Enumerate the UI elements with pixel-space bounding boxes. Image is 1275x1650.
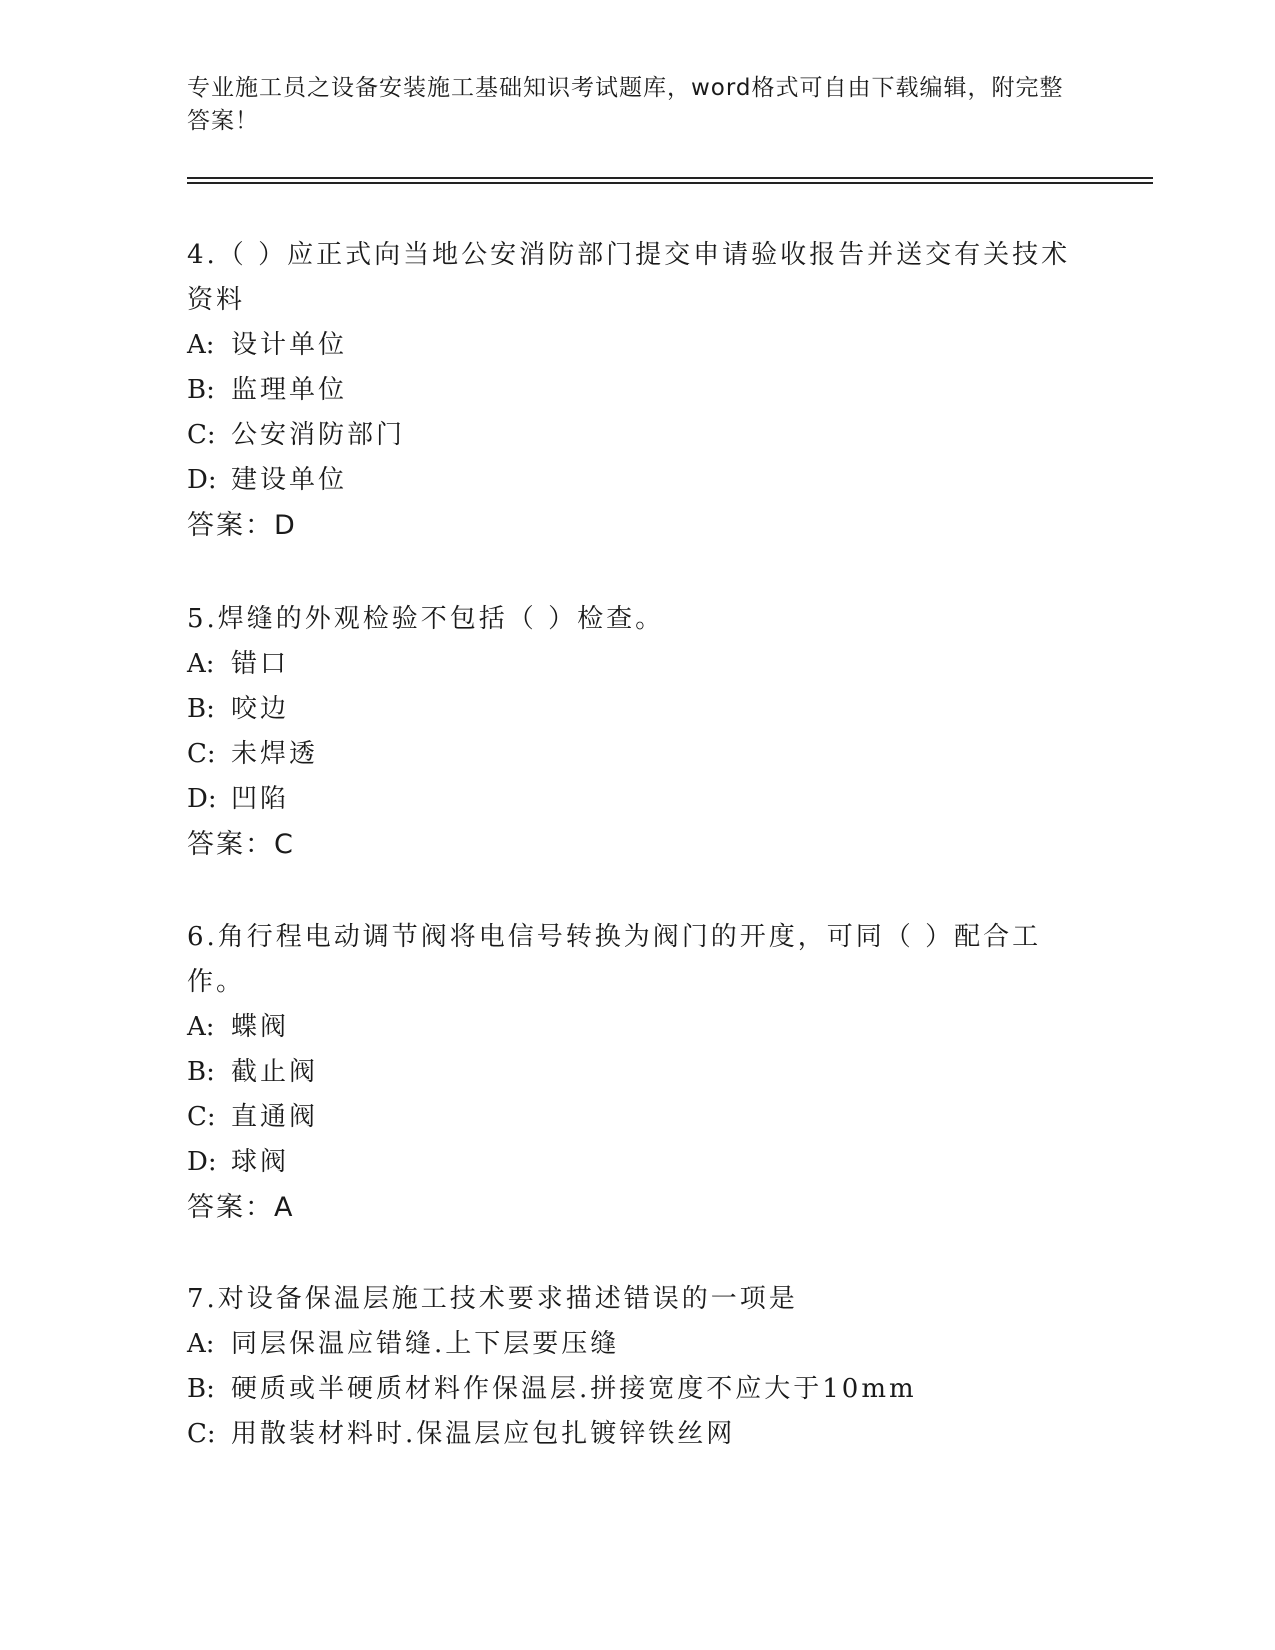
option-a — [187, 1322, 1087, 1367]
question-stem: 6.角行程电动调节阀将电信号转换为阀门的开度，可同（ ）配合工作。 — [187, 922, 1042, 997]
option-c — [187, 413, 1087, 458]
option-letter: D: — [187, 465, 217, 495]
option-text: 建设单位 — [231, 465, 348, 495]
option-text: 错口 — [231, 649, 290, 679]
question-4 — [187, 233, 1087, 548]
option-b — [187, 687, 1087, 732]
option-text: 咬边 — [231, 694, 290, 724]
option-letter: A: — [187, 1329, 215, 1359]
question-stem: 7.对设备保温层施工技术要求描述错误的一项是 — [187, 1284, 798, 1314]
option-d — [187, 1140, 1087, 1185]
header-divider-bottom — [187, 182, 1153, 184]
option-letter: B: — [187, 694, 215, 724]
option-letter: C: — [187, 739, 216, 769]
option-letter: D: — [187, 1147, 217, 1177]
option-text: 硬质或半硬质材料作保温层.拼接宽度不应大于10mm — [231, 1374, 917, 1404]
option-letter: B: — [187, 1374, 215, 1404]
option-a — [187, 323, 1087, 368]
option-d — [187, 458, 1087, 503]
option-letter: C: — [187, 1419, 216, 1449]
answer: 答案：D — [187, 510, 297, 541]
header-divider-top — [187, 177, 1153, 179]
option-c — [187, 1412, 1087, 1457]
option-letter: C: — [187, 420, 216, 450]
option-text: 公安消防部门 — [231, 420, 406, 450]
answer: 答案：C — [187, 829, 295, 860]
option-a — [187, 642, 1087, 687]
question-stem: 5.焊缝的外观检验不包括（ ）检查。 — [187, 604, 665, 634]
option-b — [187, 1050, 1087, 1095]
option-letter: C: — [187, 1102, 216, 1132]
option-letter: A: — [187, 1012, 215, 1042]
option-letter: B: — [187, 1057, 215, 1087]
answer: 答案：A — [187, 1192, 295, 1223]
option-c — [187, 1095, 1087, 1140]
option-b — [187, 1367, 1087, 1412]
option-letter: B: — [187, 375, 215, 405]
option-text: 凹陷 — [231, 784, 290, 814]
option-text: 监理单位 — [231, 375, 348, 405]
option-text: 同层保温应错缝.上下层要压缝 — [231, 1329, 620, 1359]
option-b — [187, 368, 1087, 413]
question-5 — [187, 597, 1087, 867]
option-text: 蝶阀 — [231, 1012, 290, 1042]
option-text: 球阀 — [231, 1147, 290, 1177]
question-6 — [187, 915, 1087, 1230]
option-text: 未焊透 — [231, 739, 319, 769]
option-d — [187, 777, 1087, 822]
option-letter: D: — [187, 784, 217, 814]
option-text: 用散装材料时.保温层应包扎镀锌铁丝网 — [231, 1419, 736, 1449]
option-c — [187, 732, 1087, 777]
question-7 — [187, 1277, 1087, 1457]
option-text: 设计单位 — [231, 330, 348, 360]
document-header: 专业施工员之设备安装施工基础知识考试题库，word格式可自由下载编辑，附完整答案！ — [187, 75, 1064, 134]
option-text: 直通阀 — [231, 1102, 319, 1132]
option-text: 截止阀 — [231, 1057, 319, 1087]
option-a — [187, 1005, 1087, 1050]
question-stem: 4.（ ）应正式向当地公安消防部门提交申请验收报告并送交有关技术资料 — [187, 240, 1071, 315]
option-letter: A: — [187, 330, 215, 360]
option-letter: A: — [187, 649, 215, 679]
